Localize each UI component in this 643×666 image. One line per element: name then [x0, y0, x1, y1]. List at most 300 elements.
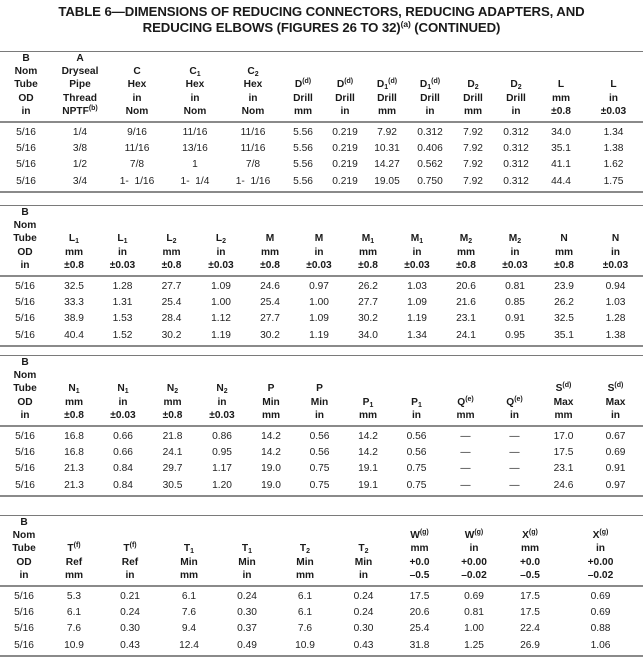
table-cell: — — [509, 463, 520, 475]
column-header — [108, 52, 166, 122]
table-cell: 1.06 — [558, 638, 643, 656]
table-row — [0, 605, 643, 621]
header-line: Hex — [185, 79, 205, 91]
table-cell: 5.56 — [293, 159, 313, 171]
column-symbol: $T_1$ — [183, 543, 195, 556]
table-cell: 0.69 — [464, 591, 484, 603]
column-header — [502, 516, 558, 586]
column-symbol: $M_2$ — [508, 233, 522, 246]
column-symbol: $N_2$ — [216, 383, 228, 396]
header-line: ±0.03 — [502, 259, 528, 271]
table-cell: 27.7 — [161, 281, 182, 293]
header-line: in — [125, 569, 135, 581]
table-cell: 21.8 — [162, 431, 183, 443]
header-line: in — [469, 543, 479, 555]
table-cell: 0.21 — [120, 591, 140, 603]
table-row — [0, 311, 643, 327]
column-symbol: $D_2$ — [510, 79, 522, 92]
column-header — [52, 52, 108, 122]
footnote-ref: (d) — [344, 78, 354, 86]
table-cell: 1.31 — [112, 297, 133, 309]
column-symbol: $N_1$ — [117, 383, 129, 396]
table-cell: 0.69 — [590, 607, 611, 619]
table-cell: 24.6 — [539, 478, 588, 496]
table-cell: — — [460, 447, 471, 459]
table-title — [0, 4, 643, 36]
dimensions-table-part-4 — [0, 515, 643, 657]
header-line: in — [248, 92, 258, 104]
table-cell: 20.6 — [456, 281, 476, 293]
header-line: C — [133, 66, 141, 78]
column-symbol: $C_2$ — [247, 66, 259, 79]
header-line: –0.02 — [461, 569, 487, 581]
table-cell: 24.6 — [260, 281, 280, 293]
table-cell: 0.97 — [588, 478, 643, 496]
header-line: ±0.8 — [162, 409, 183, 421]
column-header — [393, 516, 446, 586]
table-cell: 1/4 — [72, 127, 88, 139]
column-symbol: $L_1$ — [68, 233, 80, 246]
header-line: ±0.03 — [110, 409, 136, 421]
table-cell: 1.00 — [309, 297, 329, 309]
table-row — [0, 586, 643, 605]
table-cell: 1.62 — [603, 159, 624, 171]
table-cell: 38.9 — [64, 313, 84, 325]
column-header — [588, 206, 643, 276]
table-cell: 0.312 — [417, 127, 443, 139]
table-cell: 16.8 — [64, 447, 84, 459]
table-cell: 32.5 — [554, 313, 574, 325]
column-header — [490, 356, 539, 426]
table-cell: 7.6 — [181, 607, 197, 619]
table-body — [0, 426, 643, 496]
header-line: in — [117, 246, 128, 258]
table-cell: 10.31 — [374, 143, 400, 155]
header-line: in — [412, 246, 422, 258]
table-row — [0, 122, 643, 141]
header-line: Min — [180, 556, 198, 568]
header-line: +0.00 — [587, 556, 614, 568]
column-header — [247, 356, 295, 426]
header-line: Drill — [506, 92, 526, 104]
table-cell: — — [460, 463, 471, 475]
table-cell: 19.0 — [247, 478, 295, 496]
table-cell: — — [441, 478, 490, 496]
table-cell: 0.219 — [324, 174, 366, 192]
header-line: Drill — [463, 92, 483, 104]
column-symbol: $T^{(f)}$ — [67, 542, 81, 555]
header-line: mm — [295, 569, 315, 581]
header-line: mm — [410, 543, 429, 555]
table-cell: — — [509, 431, 520, 443]
header-line: mm — [162, 246, 181, 258]
header-line: mm — [64, 569, 84, 581]
footnote-ref: (d) — [302, 78, 312, 86]
table-cell: 21.3 — [64, 463, 84, 475]
table-cell: 0.84 — [113, 463, 133, 475]
column-header — [0, 516, 48, 586]
column-symbol: $W^{(g)}$ — [464, 529, 484, 542]
table-cell: 5.56 — [282, 174, 324, 192]
header-line: mm — [64, 396, 84, 408]
header-line: –0.5 — [409, 569, 430, 581]
dimensions-table-part-2 — [0, 205, 643, 347]
footnote-ref: (e) — [514, 395, 523, 403]
table-cell: 0.24 — [353, 607, 374, 619]
header-line: in — [610, 409, 621, 421]
column-symbol: $T_2$ — [358, 543, 369, 556]
title-line-1: TABLE 6—DIMENSIONS OF REDUCING CONNECTORS, REDUCING ADAPTERS, AND — [58, 4, 585, 19]
table-cell: 7/8 — [129, 159, 145, 171]
header-line: mm — [163, 396, 182, 408]
table-cell: 0.406 — [417, 143, 443, 155]
column-header — [0, 356, 50, 426]
table-cell: 19.0 — [261, 463, 281, 475]
column-symbol: $L_1$ — [117, 233, 128, 246]
table-cell: 17.5 — [409, 591, 430, 603]
header-line: ±0.03 — [208, 259, 234, 271]
table-cell: 1.52 — [98, 328, 147, 346]
table-cell: 30.5 — [148, 478, 197, 496]
footnote-ref: (e) — [465, 395, 474, 403]
header-line: ±0.8 — [260, 259, 280, 271]
dimensions-table-part-3 — [0, 355, 643, 497]
table-row — [0, 328, 643, 346]
table-cell: 0.37 — [237, 623, 257, 635]
table-cell: 1.28 — [605, 313, 626, 325]
table-cell: 5/16 — [15, 281, 35, 293]
table-cell: 14.2 — [261, 447, 281, 459]
column-header — [334, 516, 393, 586]
header-line: +0.00 — [461, 556, 487, 568]
header-line: B — [21, 357, 29, 368]
table-cell: 0.24 — [353, 591, 374, 603]
table-cell: 28.4 — [161, 313, 182, 325]
header-line: Pipe — [69, 79, 91, 91]
header-line: in — [20, 409, 30, 421]
table-cell: 9/16 — [127, 127, 147, 139]
table-cell: 0.94 — [605, 281, 626, 293]
column-symbol: $T^{(f)}$ — [123, 542, 137, 555]
table-cell: 11/16 — [240, 143, 266, 155]
table-cell: 1 — [192, 159, 198, 171]
column-symbol: N — [560, 233, 568, 245]
table-cell: 1.09 — [309, 313, 329, 325]
table-cell: 1.75 — [584, 174, 643, 192]
column-symbol: $L_2$ — [166, 233, 177, 246]
column-symbol: $S^{(d)}$ — [607, 382, 624, 395]
table-cell: 5/16 — [14, 591, 34, 603]
table-cell: 0.312 — [494, 174, 538, 192]
header-line: Min — [354, 556, 373, 568]
header-line: ±0.8 — [456, 259, 476, 271]
header-line: Min — [262, 396, 280, 408]
table-cell: 3/8 — [72, 143, 88, 155]
header-line: Nom — [183, 105, 207, 117]
table-cell: 1.19 — [294, 328, 344, 346]
footnote-ref: (d) — [614, 382, 624, 390]
table-cell: 0.75 — [295, 478, 344, 496]
table-cell: — — [460, 431, 471, 443]
header-line: B — [21, 207, 29, 218]
table-cell: 17.5 — [520, 591, 540, 603]
header-line: –0.02 — [587, 569, 614, 581]
table-row — [0, 276, 643, 295]
table-cell: 0.88 — [590, 623, 611, 635]
header-line: in — [314, 246, 324, 258]
table-cell: 24.1 — [162, 447, 183, 459]
column-header — [324, 52, 366, 122]
header-line: in — [425, 105, 435, 117]
header-line: Hex — [127, 79, 147, 91]
header-line: Nom — [13, 370, 37, 382]
table-cell: 29.7 — [162, 463, 183, 475]
table-cell: 0.97 — [309, 281, 329, 293]
table-row — [0, 295, 643, 311]
header-line: mm — [463, 105, 483, 117]
column-header — [50, 206, 98, 276]
table-cell: 0.66 — [113, 447, 133, 459]
column-header — [98, 206, 147, 276]
table-cell: 5/16 — [0, 478, 50, 496]
header-line: mm — [551, 92, 571, 104]
footnote-ref: (d) — [562, 382, 572, 390]
header-line: Nom — [241, 105, 265, 117]
header-line: Thread — [63, 92, 97, 104]
header-line: in — [595, 543, 606, 555]
footnote-ref: (f) — [129, 542, 137, 550]
header-line: ±0.8 — [551, 105, 571, 117]
footnote-ref: (d) — [431, 78, 441, 86]
table-cell: 5/16 — [14, 623, 34, 635]
table-cell: 1.12 — [211, 313, 231, 325]
header-line: mm — [377, 105, 397, 117]
header-line: Nom — [125, 105, 149, 117]
table-cell: 20.6 — [409, 607, 430, 619]
table-cell: 10.9 — [48, 638, 100, 656]
header-line: +0.0 — [409, 556, 430, 568]
header-line: Drill — [420, 92, 440, 104]
column-symbol: $D^{(d)}$ — [336, 78, 354, 91]
table-cell: 7.92 — [463, 127, 483, 139]
header-line: ±0.03 — [209, 409, 235, 421]
table-cell: 31.8 — [393, 638, 446, 656]
column-symbol: $C_1$ — [189, 66, 201, 79]
header-line: in — [411, 409, 422, 421]
table-cell: 5.56 — [293, 127, 313, 139]
table-cell: 0.750 — [408, 174, 452, 192]
table-body — [0, 276, 643, 346]
table-cell: 7/8 — [245, 159, 261, 171]
footnote-ref: (f) — [73, 542, 81, 550]
column-header — [147, 206, 196, 276]
table-cell: — — [490, 478, 539, 496]
table-cell: — — [509, 447, 520, 459]
header-line: Max — [605, 396, 626, 408]
column-header — [100, 516, 160, 586]
table-cell: 1.00 — [464, 623, 484, 635]
dimensions-table-part-1 — [0, 51, 643, 193]
title-line-2: REDUCING ELBOWS (FIGURES 26 TO 32)$^{(a)}$ (CONTINUED) — [142, 19, 501, 35]
header-line: ±0.03 — [109, 259, 136, 271]
header-line: in — [19, 569, 29, 581]
table-cell: 7.6 — [66, 623, 82, 635]
table-cell: 34.0 — [344, 328, 392, 346]
table-cell: 40.4 — [50, 328, 98, 346]
table-cell: 0.56 — [406, 447, 427, 459]
header-line: Tube — [13, 383, 37, 395]
header-line: mm — [358, 409, 378, 421]
table-cell: 23.9 — [554, 281, 574, 293]
table-cell: 17.5 — [553, 447, 574, 459]
table-cell: 26.9 — [502, 638, 558, 656]
table-cell: 0.56 — [406, 431, 427, 443]
table-row — [0, 174, 643, 192]
footnote-ref: (d) — [388, 78, 398, 86]
table-cell: 0.312 — [503, 143, 529, 155]
header-line: B — [20, 517, 28, 528]
header-line: in — [358, 569, 369, 581]
header-line: Nom — [12, 530, 36, 542]
header-row — [0, 516, 643, 586]
table-cell: 0.24 — [120, 607, 140, 619]
header-line: Dryseal — [61, 66, 99, 78]
table-cell: 22.4 — [520, 623, 540, 635]
header-line: Tube — [13, 233, 37, 245]
header-line: ±0.8 — [554, 259, 574, 271]
header-line: ±0.03 — [600, 105, 627, 117]
column-header — [392, 356, 441, 426]
table-cell: 21.6 — [456, 297, 476, 309]
footnote-ref-a: (a) — [400, 19, 411, 29]
header-line: in — [610, 246, 621, 258]
table-cell: 5/16 — [15, 447, 35, 459]
column-header — [540, 206, 588, 276]
table-cell: 21.3 — [50, 478, 98, 496]
header-line: in — [217, 396, 227, 408]
header-line: mm — [64, 246, 84, 258]
table-cell: 14.2 — [358, 431, 378, 443]
table-cell: 0.75 — [406, 463, 427, 475]
table-cell: 5/16 — [16, 127, 36, 139]
column-symbol: $X^{(g)}$ — [522, 529, 538, 542]
table-cell: 5/16 — [0, 174, 52, 192]
column-header — [0, 52, 52, 122]
table-cell: 0.312 — [503, 127, 529, 139]
column-header — [490, 206, 540, 276]
table-cell: 0.49 — [218, 638, 276, 656]
header-line: NPTF$^{(b)}$ — [62, 104, 98, 117]
header-line: Drill — [377, 92, 397, 104]
table-cell: 0.30 — [120, 623, 140, 635]
header-line: in — [20, 259, 30, 271]
table-cell: 0.219 — [332, 143, 358, 155]
header-line: ±0.03 — [306, 259, 332, 271]
table-cell: 5/16 — [14, 607, 34, 619]
table-cell: 13/16 — [182, 143, 208, 155]
header-line: Tube — [14, 79, 38, 91]
header-line: Min — [310, 396, 329, 408]
table-cell: 7.92 — [463, 143, 483, 155]
table-cell: 23.1 — [553, 463, 574, 475]
header-line: mm — [456, 246, 476, 258]
table-body — [0, 122, 643, 192]
table-cell: 5.56 — [293, 143, 313, 155]
header-line: in — [509, 409, 520, 421]
table-cell: 0.24 — [237, 591, 257, 603]
table-cell: 11/16 — [124, 143, 150, 155]
column-header — [558, 516, 643, 586]
table-cell: 6.1 — [297, 607, 313, 619]
header-line: mm — [358, 246, 378, 258]
column-header — [50, 356, 98, 426]
table-cell: 17.5 — [520, 607, 540, 619]
table-cell: 0.91 — [605, 463, 626, 475]
header-line: ±0.8 — [64, 409, 84, 421]
table-cell: 1.03 — [407, 281, 427, 293]
table-cell: 19.05 — [366, 174, 408, 192]
column-symbol: $Q^{(e)}$ — [506, 395, 523, 408]
table-cell: 1- 1/16 — [108, 174, 166, 192]
table-cell: 1.03 — [605, 297, 626, 309]
column-header — [196, 206, 246, 276]
header-line: OD — [18, 92, 34, 104]
header-line: Tube — [12, 543, 36, 555]
column-header — [276, 516, 334, 586]
header-line: mm — [261, 409, 281, 421]
table-cell: 6.1 — [181, 591, 197, 603]
table-cell: 7.92 — [463, 159, 483, 171]
table-cell: 14.27 — [374, 159, 400, 171]
column-symbol: P — [267, 383, 275, 395]
table-row — [0, 638, 643, 656]
table-cell: 27.7 — [260, 313, 280, 325]
table-cell: 1.25 — [446, 638, 502, 656]
table-row — [0, 157, 643, 173]
table-cell: 30.2 — [358, 313, 378, 325]
table-cell: 19.1 — [358, 463, 378, 475]
column-header — [584, 52, 643, 122]
table-cell: 0.95 — [212, 447, 232, 459]
table-cell: 0.85 — [505, 297, 525, 309]
column-symbol: $X^{(g)}$ — [592, 529, 609, 542]
column-symbol: $D_2$ — [467, 79, 479, 92]
column-symbol: $P_1$ — [362, 396, 374, 409]
table-cell: 44.4 — [538, 174, 584, 192]
table-cell: 1.17 — [212, 463, 232, 475]
header-line: mm — [260, 246, 280, 258]
table-cell: 7.92 — [377, 127, 397, 139]
table-row — [0, 426, 643, 445]
header-line: in — [118, 396, 128, 408]
table-cell: 0.219 — [332, 159, 358, 171]
header-line: OD — [17, 396, 33, 408]
column-header — [442, 206, 490, 276]
column-header — [148, 356, 197, 426]
table-row — [0, 461, 643, 477]
header-line: Drill — [335, 92, 355, 104]
header-line: in — [511, 105, 521, 117]
table-cell: 35.1 — [551, 143, 571, 155]
column-header — [538, 52, 584, 122]
header-line: OD — [16, 556, 32, 568]
table-cell: 25.4 — [161, 297, 182, 309]
column-symbol: $N_1$ — [68, 383, 80, 396]
table-cell: 23.1 — [456, 313, 476, 325]
table-cell: 0.56 — [309, 431, 330, 443]
table-cell: 5/16 — [0, 328, 50, 346]
table-cell: 1/2 — [72, 159, 88, 171]
